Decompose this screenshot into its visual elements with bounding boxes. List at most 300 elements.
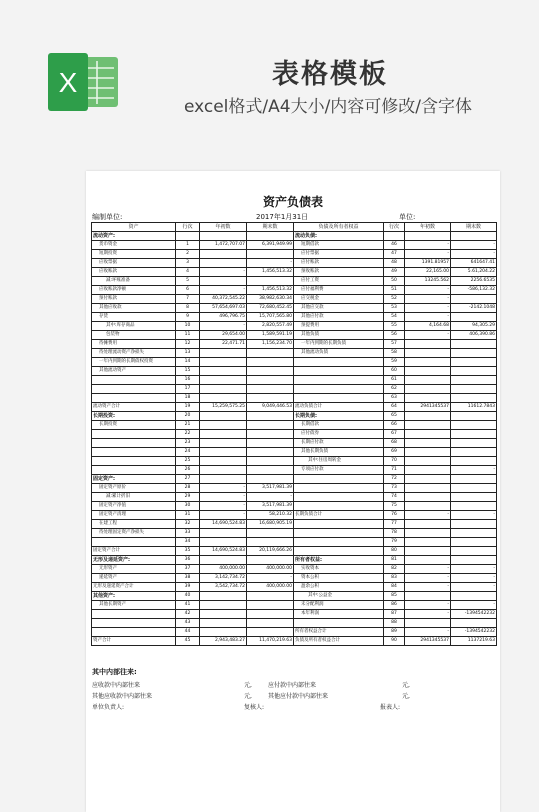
table-cell: 59 <box>384 358 405 367</box>
table-cell <box>451 547 497 556</box>
table-row <box>92 349 497 358</box>
table-cell: 400,000.00 <box>247 583 294 592</box>
table-cell: 预收账款 <box>294 268 384 277</box>
table-cell: - <box>405 241 451 250</box>
table-cell <box>200 610 247 619</box>
table-cell: 20 <box>176 412 200 421</box>
document-page <box>86 171 500 812</box>
table-cell <box>405 619 451 628</box>
table-cell: 应付账款 <box>294 259 384 268</box>
table-cell: 11 <box>176 331 200 340</box>
table-cell: 应收票据 <box>92 259 176 268</box>
table-cell <box>384 232 405 241</box>
table-cell <box>451 313 497 322</box>
table-cell <box>451 592 497 601</box>
table-cell: - <box>405 286 451 295</box>
table-cell <box>200 358 247 367</box>
table-cell: - <box>200 268 247 277</box>
table-cell <box>247 556 294 565</box>
table-cell <box>247 430 294 439</box>
table-cell: - <box>405 583 451 592</box>
table-cell: 50 <box>384 277 405 286</box>
table-cell: 实收资本 <box>294 565 384 574</box>
table-cell: 56 <box>384 331 405 340</box>
table-cell: 所有者权益合计 <box>294 628 384 637</box>
table-row <box>92 547 497 556</box>
table-cell: 其他应交款 <box>294 304 384 313</box>
table-cell <box>451 358 497 367</box>
table-cell <box>200 619 247 628</box>
table-cell <box>92 448 176 457</box>
table-cell: 应付债券 <box>294 430 384 439</box>
table-cell: 67 <box>384 430 405 439</box>
svg-text:X: X <box>58 67 78 98</box>
table-cell: - <box>451 583 497 592</box>
table-cell: 53 <box>384 304 405 313</box>
table-cell: - <box>405 313 451 322</box>
table-cell <box>247 448 294 457</box>
table-cell: 38,982,630.34 <box>247 295 294 304</box>
table-cell: 无形及递延资产: <box>92 556 176 565</box>
table-cell: 43 <box>176 619 200 628</box>
table-cell <box>405 385 451 394</box>
table-cell: 15 <box>176 367 200 376</box>
table-cell: - <box>451 511 497 520</box>
table-row <box>92 403 497 412</box>
footer-line-2: 其他应收款中内部往来 元, 其他应付款中内部往来 元, <box>92 693 410 700</box>
table-cell: 87 <box>384 610 405 619</box>
table-cell: 固定资产清理 <box>92 511 176 520</box>
unit-label: 编制单位: <box>92 213 123 221</box>
table-cell: - <box>200 322 247 331</box>
table-row <box>92 268 497 277</box>
table-cell: 6 <box>176 286 200 295</box>
table-row <box>92 430 497 439</box>
table-cell: 41 <box>176 601 200 610</box>
table-cell <box>200 556 247 565</box>
table-cell <box>405 367 451 376</box>
table-cell <box>451 520 497 529</box>
table-cell <box>92 430 176 439</box>
table-cell <box>294 358 384 367</box>
table-cell <box>451 475 497 484</box>
table-cell <box>451 538 497 547</box>
table-cell: 应收账款净额 <box>92 286 176 295</box>
table-cell: - <box>247 574 294 583</box>
table-cell <box>247 610 294 619</box>
table-cell: 34 <box>176 538 200 547</box>
table-cell: 其他长期资产 <box>92 601 176 610</box>
table-cell: 货币资金 <box>92 241 176 250</box>
table-cell: 3 <box>176 259 200 268</box>
table-cell <box>405 529 451 538</box>
table-cell: 74 <box>384 493 405 502</box>
table-cell: - <box>405 511 451 520</box>
table-cell: 72,680,452.45 <box>247 304 294 313</box>
table-cell: - <box>405 565 451 574</box>
table-cell: - <box>200 286 247 295</box>
table-cell: 1391.81957 <box>405 259 451 268</box>
table-cell <box>451 619 497 628</box>
table-cell: 21 <box>176 421 200 430</box>
table-cell: 9,049,446.53 <box>247 403 294 412</box>
table-cell <box>247 592 294 601</box>
table-cell <box>405 475 451 484</box>
table-cell: - <box>405 304 451 313</box>
table-cell <box>451 439 497 448</box>
table-cell: 22,471.71 <box>200 340 247 349</box>
table-cell <box>451 340 497 349</box>
table-cell <box>294 475 384 484</box>
table-cell: 51 <box>384 286 405 295</box>
table-row <box>92 439 497 448</box>
table-cell: 25 <box>176 457 200 466</box>
table-cell: 在建工程 <box>92 520 176 529</box>
table-cell: 资产 <box>92 223 176 232</box>
table-cell: 1,456,513.32 <box>247 268 294 277</box>
table-row <box>92 493 497 502</box>
table-cell: 46 <box>384 241 405 250</box>
footer-heading: 其中内部往来: <box>92 668 137 676</box>
table-cell <box>200 412 247 421</box>
table-cell: 13245.562 <box>405 277 451 286</box>
table-cell: 14,690,524.83 <box>200 547 247 556</box>
table-cell: 71 <box>384 466 405 475</box>
table-cell: 年初数 <box>200 223 247 232</box>
table-cell <box>247 601 294 610</box>
table-cell: 22,165.00 <box>405 268 451 277</box>
table-cell: 长期负债: <box>294 412 384 421</box>
table-cell <box>247 358 294 367</box>
table-cell: 9 <box>176 313 200 322</box>
table-cell: 应付福利费 <box>294 286 384 295</box>
table-cell: 88 <box>384 619 405 628</box>
table-cell <box>200 466 247 475</box>
table-cell: 76 <box>384 511 405 520</box>
table-cell: 79 <box>384 538 405 547</box>
page-subtitle: excel格式/A4大小/内容可修改/含字体 <box>183 97 473 117</box>
balance-sheet-table <box>91 222 497 646</box>
table-cell <box>405 430 451 439</box>
table-row <box>92 295 497 304</box>
table-cell: - <box>405 250 451 259</box>
footer-line-1: 应收款中内部往来 元, 应付款中内部往来 元, <box>92 682 410 689</box>
table-cell: 17 <box>176 385 200 394</box>
table-cell: - <box>451 601 497 610</box>
table-cell: 其他长期负债 <box>294 448 384 457</box>
table-cell <box>200 448 247 457</box>
table-cell: 4 <box>176 268 200 277</box>
table-row <box>92 511 497 520</box>
table-cell <box>405 394 451 403</box>
table-cell: 流动负债: <box>294 232 384 241</box>
table-cell <box>405 556 451 565</box>
table-cell <box>200 628 247 637</box>
table-cell: 预付账款 <box>92 295 176 304</box>
table-cell: - <box>451 574 497 583</box>
table-cell: 14,690,524.83 <box>200 520 247 529</box>
table-cell: 一年内到期的长期债权投资 <box>92 358 176 367</box>
table-cell: 长期借款 <box>294 421 384 430</box>
table-cell: 应付票据 <box>294 250 384 259</box>
table-cell: 54 <box>384 313 405 322</box>
table-cell <box>294 538 384 547</box>
table-cell: 未分配利润 <box>294 601 384 610</box>
table-cell: 641647.41 <box>451 259 497 268</box>
table-cell <box>92 619 176 628</box>
table-cell <box>247 250 294 259</box>
table-cell: - <box>451 241 497 250</box>
footer-signatures: 单位负责人: 复核人: 报表人: <box>92 704 401 711</box>
table-cell <box>247 457 294 466</box>
table-cell <box>200 529 247 538</box>
table-cell <box>247 349 294 358</box>
table-cell: 14 <box>176 358 200 367</box>
table-cell <box>92 457 176 466</box>
table-row <box>92 367 497 376</box>
table-cell: 58 <box>384 349 405 358</box>
table-cell <box>405 349 451 358</box>
table-cell: 22 <box>176 430 200 439</box>
table-cell <box>247 376 294 385</box>
table-cell: 固定资产: <box>92 475 176 484</box>
table-cell <box>405 520 451 529</box>
table-cell: 80 <box>384 547 405 556</box>
table-row <box>92 232 497 241</box>
table-cell: 6,391,949.99 <box>247 241 294 250</box>
table-cell <box>294 502 384 511</box>
table-cell: 15,707,565.80 <box>247 313 294 322</box>
table-row <box>92 502 497 511</box>
table-cell <box>200 421 247 430</box>
table-cell: 期末数 <box>451 223 497 232</box>
table-cell: - <box>451 565 497 574</box>
table-cell: 496,796.75 <box>200 313 247 322</box>
table-cell <box>294 367 384 376</box>
table-cell: 资本公积 <box>294 574 384 583</box>
table-cell: 84 <box>384 583 405 592</box>
table-cell: 1 <box>176 241 200 250</box>
table-cell <box>247 385 294 394</box>
table-cell <box>92 466 176 475</box>
table-cell: 应付工资 <box>294 277 384 286</box>
table-cell <box>405 421 451 430</box>
report-date: 2017年1月31日 <box>256 213 309 221</box>
table-cell: 13 <box>176 349 200 358</box>
table-cell: 2941345537 <box>405 637 451 646</box>
excel-icon <box>44 53 120 111</box>
table-cell <box>200 250 247 259</box>
table-cell: 3,517,981.39 <box>247 484 294 493</box>
table-cell: 其中:住房周转金 <box>294 457 384 466</box>
table-cell: 35 <box>176 547 200 556</box>
table-cell <box>451 349 497 358</box>
table-row <box>92 457 497 466</box>
table-row <box>92 304 497 313</box>
table-cell: 资产合计 <box>92 637 176 646</box>
table-row <box>92 520 497 529</box>
table-row <box>92 592 497 601</box>
table-cell: 减:坏账准备 <box>92 277 176 286</box>
table-cell <box>451 448 497 457</box>
table-cell: 其他资产: <box>92 592 176 601</box>
table-cell: 1137219.63 <box>451 637 497 646</box>
table-cell: 94,305.29 <box>451 322 497 331</box>
table-cell: 无形及递延资产合计 <box>92 583 176 592</box>
table-cell: 待处理流动资产净损失 <box>92 349 176 358</box>
table-row <box>92 277 497 286</box>
table-cell <box>294 493 384 502</box>
table-row <box>92 259 497 268</box>
table-cell: 其中:库存商品 <box>92 322 176 331</box>
table-cell: 1,472,707.07 <box>200 241 247 250</box>
table-cell: 29 <box>176 493 200 502</box>
table-cell: - <box>451 466 497 475</box>
table-cell: 2,943,483.27 <box>200 637 247 646</box>
table-cell: 负债及所有者权益合计 <box>294 637 384 646</box>
table-cell <box>451 529 497 538</box>
table-cell <box>200 259 247 268</box>
table-cell <box>405 502 451 511</box>
table-cell <box>247 367 294 376</box>
table-cell <box>405 592 451 601</box>
table-cell <box>294 547 384 556</box>
table-cell: 77 <box>384 520 405 529</box>
table-cell: 其中:公益金 <box>294 592 384 601</box>
table-row <box>92 565 497 574</box>
table-cell: 5.61,204.22 <box>451 268 497 277</box>
table-cell <box>247 439 294 448</box>
table-cell: 23 <box>176 439 200 448</box>
table-cell: 29,654.00 <box>200 331 247 340</box>
table-cell: 62 <box>384 385 405 394</box>
table-row <box>92 331 497 340</box>
table-cell: 33 <box>176 529 200 538</box>
table-cell: 39 <box>176 583 200 592</box>
table-cell <box>405 448 451 457</box>
table-cell: - <box>247 493 294 502</box>
table-cell: 存货 <box>92 313 176 322</box>
table-cell: 固定资产合计 <box>92 547 176 556</box>
table-cell <box>200 394 247 403</box>
table-cell: 81 <box>384 556 405 565</box>
table-cell: 45 <box>176 637 200 646</box>
table-row <box>92 376 497 385</box>
table-row <box>92 574 497 583</box>
table-cell: 短期借款 <box>294 241 384 250</box>
table-cell: 48 <box>384 259 405 268</box>
table-cell: 长期应付款 <box>294 439 384 448</box>
table-cell: 69 <box>384 448 405 457</box>
table-cell: -586,132.32 <box>451 286 497 295</box>
table-cell: 固定资产原价 <box>92 484 176 493</box>
table-cell <box>200 349 247 358</box>
table-cell: 专项应付款 <box>294 466 384 475</box>
table-cell: 16 <box>176 376 200 385</box>
table-cell <box>92 385 176 394</box>
table-cell: 短期投资 <box>92 250 176 259</box>
table-cell: 行次 <box>176 223 200 232</box>
table-cell <box>92 376 176 385</box>
table-cell: - <box>405 610 451 619</box>
table-row <box>92 241 497 250</box>
table-cell: - <box>405 628 451 637</box>
table-cell: 61 <box>384 376 405 385</box>
table-row <box>92 421 497 430</box>
table-cell <box>200 475 247 484</box>
table-cell <box>451 556 497 565</box>
document-title: 资产负债表 <box>262 195 323 209</box>
table-cell: 15,259,575.25 <box>200 403 247 412</box>
table-cell: - <box>247 259 294 268</box>
table-cell <box>92 439 176 448</box>
table-cell: 36 <box>176 556 200 565</box>
table-row <box>92 340 497 349</box>
table-cell: 66 <box>384 421 405 430</box>
table-cell <box>294 529 384 538</box>
table-cell <box>200 385 247 394</box>
table-row <box>92 475 497 484</box>
table-cell: 3,517,981.39 <box>247 502 294 511</box>
table-cell: 减:累计折旧 <box>92 493 176 502</box>
table-cell <box>405 484 451 493</box>
table-cell: 75 <box>384 502 405 511</box>
table-cell: 72 <box>384 475 405 484</box>
table-cell: 应收账款 <box>92 268 176 277</box>
table-cell: - <box>405 295 451 304</box>
table-cell <box>247 628 294 637</box>
table-cell <box>200 439 247 448</box>
table-row <box>92 448 497 457</box>
table-cell <box>200 601 247 610</box>
table-cell <box>294 520 384 529</box>
table-cell: 40 <box>176 592 200 601</box>
table-cell <box>92 394 176 403</box>
table-cell: 20,119,666.26 <box>247 547 294 556</box>
table-header-row <box>92 223 497 232</box>
table-cell: 86 <box>384 601 405 610</box>
table-cell: 7 <box>176 295 200 304</box>
table-cell <box>92 628 176 637</box>
table-cell: - <box>200 484 247 493</box>
table-cell: 10 <box>176 322 200 331</box>
table-row <box>92 583 497 592</box>
table-cell <box>200 232 247 241</box>
table-cell: 1,589,591.19 <box>247 331 294 340</box>
table-cell: 49 <box>384 268 405 277</box>
table-cell: 其他负债 <box>294 331 384 340</box>
table-cell: 19 <box>176 403 200 412</box>
table-cell <box>451 295 497 304</box>
table-cell: 包装物 <box>92 331 176 340</box>
table-cell: 2941345537 <box>405 403 451 412</box>
table-cell: 38 <box>176 574 200 583</box>
page-title: 表格模板 <box>272 59 388 90</box>
table-cell: 固定资产净值 <box>92 502 176 511</box>
table-cell <box>294 385 384 394</box>
table-cell: 85 <box>384 592 405 601</box>
table-cell: 2256.6535 <box>451 277 497 286</box>
table-cell <box>405 358 451 367</box>
table-row <box>92 538 497 547</box>
table-cell: 73 <box>384 484 405 493</box>
table-cell: 55 <box>384 322 405 331</box>
table-row <box>92 466 497 475</box>
table-cell: 无形资产 <box>92 565 176 574</box>
table-cell: 65 <box>384 412 405 421</box>
table-row <box>92 322 497 331</box>
table-row <box>92 601 497 610</box>
